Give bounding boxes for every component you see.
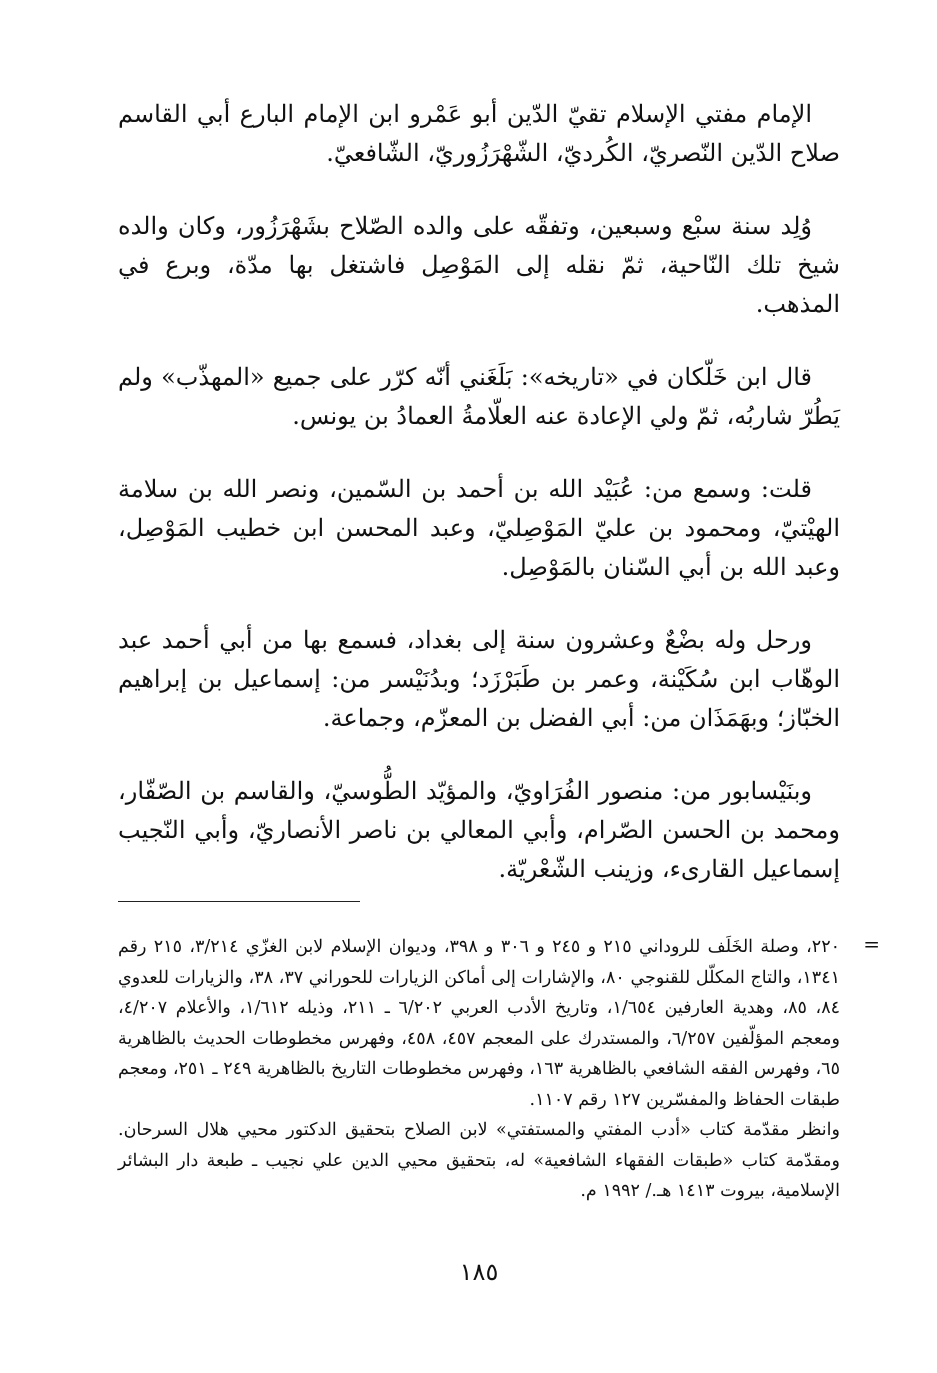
footnote-1: ٢٢٠، وصلة الخَلَف للروداني ٢١٥ و ٢٤٥ و ٣٠٦ و ٣٩٨، وديوان الإسلام لابن الغزّي ٣/٢١٤، ٢١٥ رقم ١٣٤١، والتاج المكلّل للقنوجي ٨٠، والإشارات إلى أماكن الزيارات للحوراني ٣٧، ٣٨، والزيارات للعدوي ٨٤، ٨٥، وهدية العارفين ١/٦٥٤، وتاريخ الأدب العربي ٦/٢٠٢ ـ ٢١١، وذيله ١/٦١٢، والأعلام ٤/٢٠٧، ومعجم المؤلّفين ٦/٢٥٧، والمستدرك على المعجم ٤٥٧، ٤٥٨، وفهرس مخطوطات الحديث بالظاهرية ٦٥، وفهرس الفقه الشافعي بالظاهرية ١٦٣، وفهرس مخطوطات التاريخ بالظاهرية ٢٤٩ ـ ٢٥١، ومعجم طبقات الحفاظ والمفسّرين ١٢٧ رقم ١١٠٧.: [118, 937, 840, 1110]
paragraph-4: قلت: وسمع من: عُبَيْد الله بن أحمد بن السّمين، ونصر الله بن سلامة الهيْتيّ، ومحمود بن عليّ المَوْصِليّ، وعبد المحسن ابن خطيب المَوْصِل، وعبد الله بن أبي السّنان بالمَوْصِل.: [118, 475, 840, 581]
footnote-separator: [118, 901, 360, 902]
page-number: ١٨٥: [459, 1258, 499, 1286]
paragraph-3: قال ابن خَلّكان في «تاريخه»: بَلَغَني أنّه كرّر على جميع «المهذّب» ولم يَطُرّ شاربُه، ثمّ ولي الإعادة عنه العلّامةُ العمادُ بن يونس.: [118, 363, 840, 430]
paragraph-5: ورحل وله بضْعٌ وعشرون سنة إلى بغداد، فسمع بها من أبي أحمد عبد الوهّاب ابن سُكَيْنة، وعمر بن طَبَرْزَد؛ وبدُنَيْسر من: إسماعيل بن إبراهيم الخبّاز؛ وبهَمَذَان من: أبي الفضل بن المعزّم، وجماعة.: [118, 626, 840, 732]
paragraph-6: وبنَيْسابور من: منصور الفُرَاويّ، والمؤيّد الطُّوسيّ، والقاسم بن الصّفّار، ومحمد بن الحسن الصّرام، وأبي المعالي بن ناصر الأنصاريّ، وأبي النّجيب إسماعيل القارىء، وزينب الشّعْريّة.: [118, 777, 840, 883]
paragraph-1: الإمام مفتي الإسلام تقيّ الدّين أبو عَمْرو ابن الإمام البارع أبي القاسم صلاح الدّين النّصريّ، الكُرديّ، الشّهْرَزُوريّ، الشّافعيّ.: [118, 100, 840, 167]
paragraph-2: وُلِد سنة سبْع وسبعين، وتفقّه على والده الصّلاح بشَهْرَزُور، وكان والده شيخ تلك النّاحية، ثمّ نقله إلى المَوْصِل فاشتغل بها مدّة، وبرع في المذهب.: [118, 212, 840, 318]
footnotes: [118, 932, 880, 1207]
main-text: [118, 95, 840, 889]
footnote-2: وانظر مقدّمة كتاب «أدب المفتي والمستفتي» لابن الصلاح بتحقيق الدكتور محيي هلال السرحان. ومقدّمة كتاب «طبقات الفقهاء الشافعية» له، بتحقيق محيي الدين علي نجيب ـ طبعة دار البشائر الإسلامية، بيروت ١٤١٣ هـ./ ١٩٩٢ م.: [118, 1120, 840, 1201]
book-page: [118, 95, 880, 1295]
footnote-continuation-marker: =: [863, 932, 880, 956]
